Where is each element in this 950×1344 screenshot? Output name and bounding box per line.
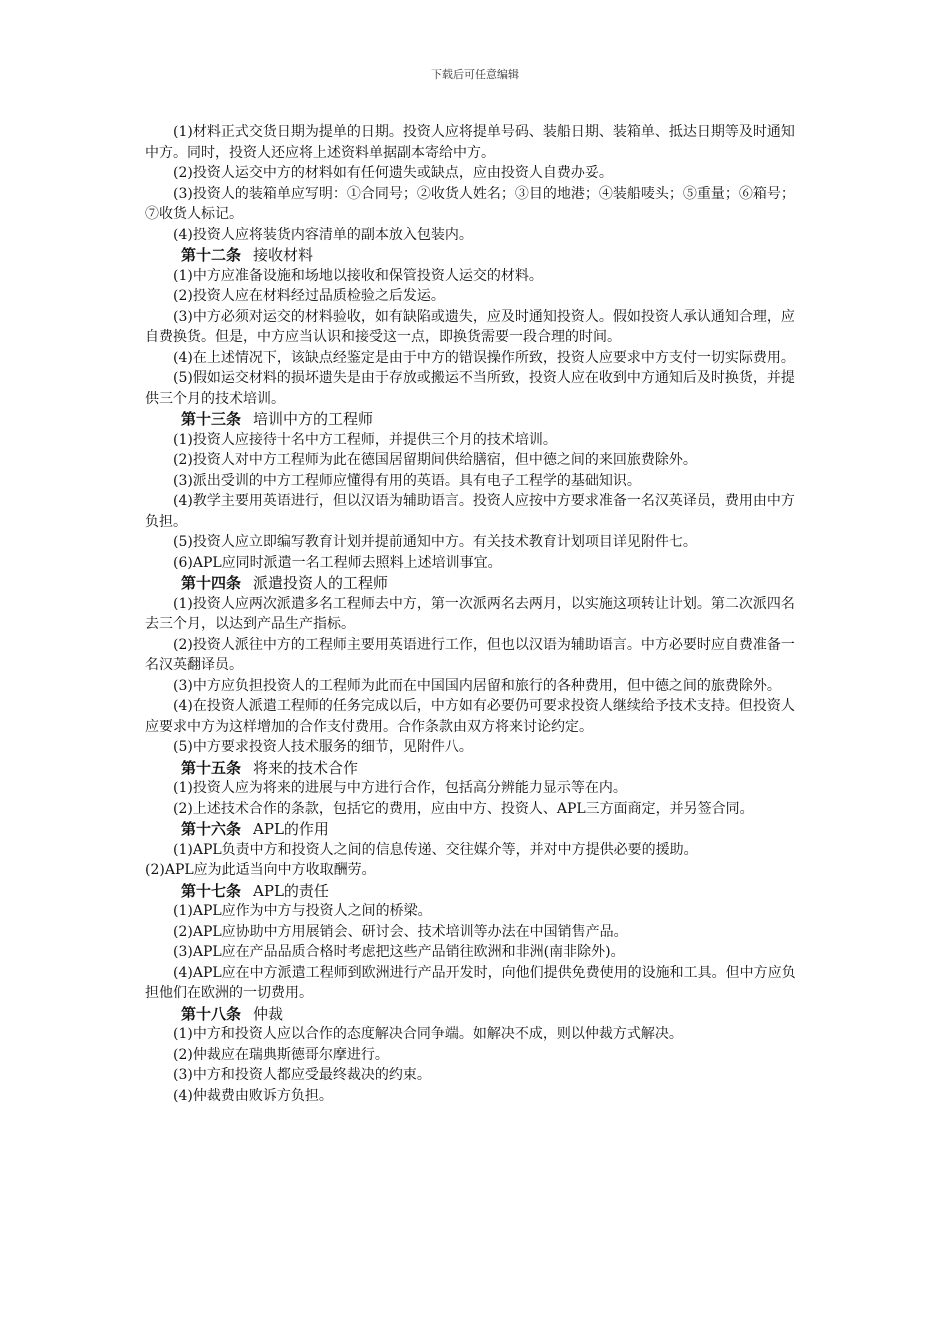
clause-paragraph: (2)APL应协助中方用展销会、研讨会、技术培训等办法在中国销售产品。 <box>173 923 628 940</box>
clause-paragraph: (1)材料正式交货日期为提单的日期。投资人应将提单号码、装船日期、装箱单、抵达日期等及时通知中方。同时，投资人还应将上述资料单据副本寄给中方。 <box>145 124 795 161</box>
clause-paragraph: (2)上述技术合作的条款，包括它的费用，应由中方、投资人、APL三方面商定，并另签合同。 <box>173 800 754 817</box>
clause-paragraph: (4)教学主要用英语进行，但以汉语为辅助语言。投资人应按中方要求准备一名汉英译员，费用由中方负担。 <box>145 493 795 530</box>
clause-paragraph: (1)中方和投资人应以合作的态度解决合同争端。如解决不成，则以仲裁方式解决。 <box>173 1026 683 1042</box>
article-title: APL的责任 <box>253 881 329 900</box>
clause-paragraph: (6)APL应同时派遣一名工程师去照料上述培训事宜。 <box>173 554 502 571</box>
page-header: 下载后可任意编辑 <box>431 68 519 81</box>
article-number: 第十二条 <box>181 246 242 264</box>
clause-paragraph: (1)中方应准备设施和场地以接收和保管投资人运交的材料。 <box>173 267 543 284</box>
article-number: 第十五条 <box>181 758 242 777</box>
article-number: 第十四条 <box>181 574 242 592</box>
clause-paragraph: (2)仲裁应在瑞典斯德哥尔摩进行。 <box>173 1046 389 1063</box>
article-title: 将来的技术合作 <box>253 758 359 777</box>
clause-paragraph: (4)投资人应将装货内容清单的副本放入包装内。 <box>173 226 473 243</box>
article-heading <box>145 1004 807 1025</box>
clause-paragraph: (5)假如运交材料的损坏遗失是由于存放或搬运不当所致，投资人应在收到中方通知后及时换货，并提供三个月的技术培训。 <box>145 370 795 407</box>
article-title: 培训中方的工程师 <box>253 410 374 428</box>
clause-paragraph: (3)APL应在产品品质合格时考虑把这些产品销往欧洲和非洲(南非除外)。 <box>173 944 625 960</box>
clause-paragraph: (5)投资人应立即编写教育计划并提前通知中方。有关技术教育计划项目详见附件七。 <box>173 534 697 550</box>
article-heading <box>145 573 807 594</box>
article-heading <box>145 245 807 266</box>
clause-paragraph: (2)投资人派往中方的工程师主要用英语进行工作，但也以汉语为辅助语言。中方必要时应自费准备一名汉英翻译员。 <box>145 636 795 673</box>
article-number: 第十三条 <box>181 410 242 428</box>
clause-paragraph: (3)投资人的装箱单应写明：①合同号；②收货人姓名；③目的地港；④装船唛头；⑤重量；⑥箱号；⑦收货人标记。 <box>145 185 795 222</box>
article-title: 接收材料 <box>253 246 314 264</box>
clause-paragraph: (4)仲裁费由败诉方负担。 <box>173 1087 333 1104</box>
clause-paragraph: (1)APL负责中方和投资人之间的信息传递、交往媒介等，并对中方提供必要的援助。 <box>173 841 698 858</box>
article-number: 第十六条 <box>181 820 242 838</box>
document-body <box>145 122 807 1106</box>
clause-paragraph: (3)中方必须对运交的材料验收，如有缺陷或遗失，应及时通知投资人。假如投资人承认通知合理，应自费换货。但是，中方应当认识和接受这一点，即换货需要一段合理的时间。 <box>145 308 795 345</box>
clause-paragraph: (4)APL应在中方派遣工程师到欧洲进行产品开发时，向他们提供免费使用的设施和工具。但中方应负担他们在欧洲的一切费用。 <box>145 964 796 1001</box>
clause-paragraph: (5)中方要求投资人技术服务的细节，见附件八。 <box>173 739 473 755</box>
clause-paragraph: (4)在投资人派遣工程师的任务完成以后，中方如有必要仍可要求投资人继续给予技术支持。但投资人应要求中方为这样增加的合作支付费用。合作条款由双方将来讨论约定。 <box>145 698 795 735</box>
clause-paragraph: (2)投资人运交中方的材料如有任何遗失或缺点，应由投资人自费办妥。 <box>173 165 613 181</box>
clause-paragraph: (2)投资人应在材料经过品质检验之后发运。 <box>173 288 445 304</box>
clause-paragraph: (2)APL应为此适当向中方收取酬劳。 <box>145 862 376 878</box>
clause-paragraph: (1)投资人应接待十名中方工程师，并提供三个月的技术培训。 <box>173 431 557 448</box>
article-title: APL的作用 <box>253 820 329 838</box>
article-heading <box>145 409 807 430</box>
clause-paragraph: (1)投资人应两次派遣多名工程师去中方，第一次派两名去两月，以实施这项转让计划。第二次派四名去三个月，以达到产品生产指标。 <box>145 595 795 632</box>
article-number: 第十七条 <box>181 881 242 900</box>
article-number: 第十八条 <box>181 1004 242 1023</box>
article-title: 仲裁 <box>253 1004 284 1023</box>
article-heading <box>145 819 807 840</box>
clause-paragraph: (3)派出受训的中方工程师应懂得有用的英语。具有电子工程学的基础知识。 <box>173 472 641 489</box>
article-heading <box>145 881 807 902</box>
clause-paragraph: (1)投资人应为将来的进展与中方进行合作，包括高分辨能力显示等在内。 <box>173 780 627 796</box>
clause-paragraph: (1)APL应作为中方与投资人之间的桥梁。 <box>173 903 432 919</box>
article-heading <box>145 758 807 779</box>
clause-paragraph: (4)在上述情况下，该缺点经鉴定是由于中方的错误操作所致，投资人应要求中方支付一切实际费用。 <box>173 349 795 366</box>
clause-paragraph: (2)投资人对中方工程师为此在德国居留期间供给膳宿，但中德之间的来回旅费除外。 <box>173 452 697 468</box>
clause-paragraph: (3)中方和投资人都应受最终裁决的约束。 <box>173 1067 431 1083</box>
clause-paragraph: (3)中方应负担投资人的工程师为此而在中国国内居留和旅行的各种费用，但中德之间的旅费除外。 <box>173 677 781 694</box>
article-title: 派遣投资人的工程师 <box>253 574 389 592</box>
